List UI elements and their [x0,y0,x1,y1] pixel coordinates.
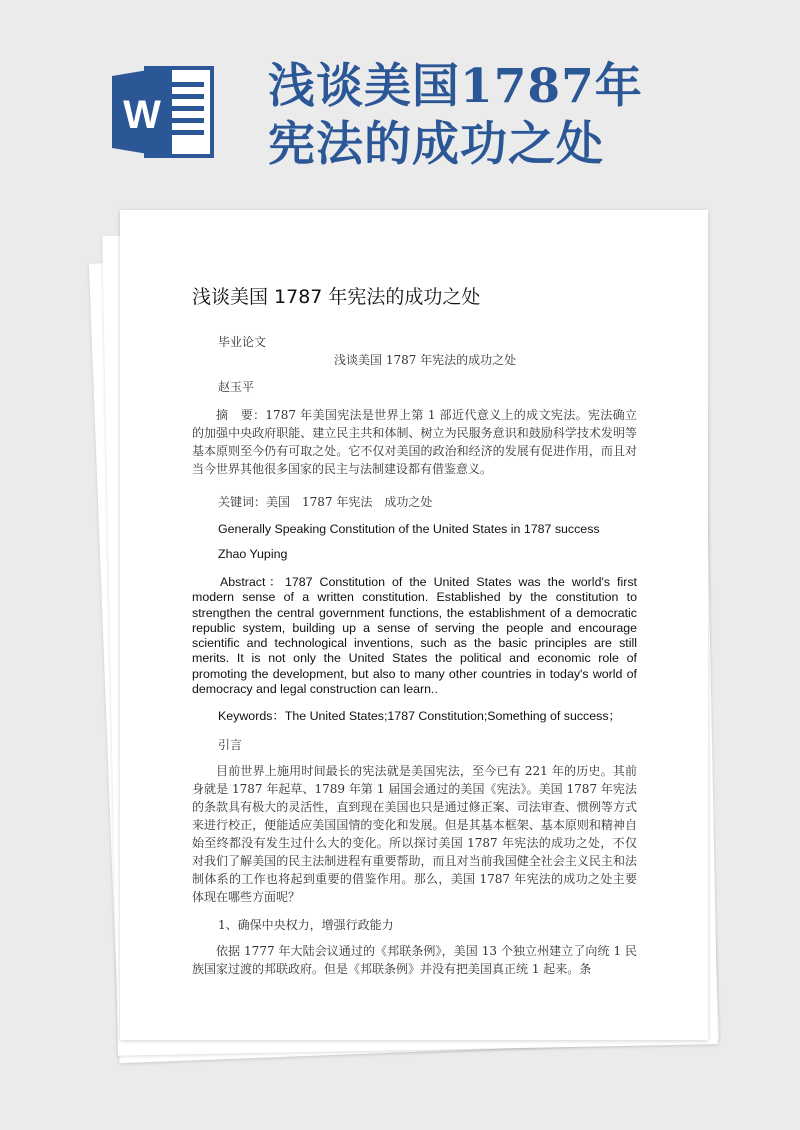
document-author: 赵玉平 [218,380,255,394]
document-category: 毕业论文 [218,335,267,349]
header-title: 浅谈美国1787年宪法的成功之处 [268,59,643,172]
document-page [120,210,708,1040]
keywords-en: Keywords：The United States;1787 Constitution;Something of success； [218,709,621,723]
author-en: Zhao Yuping [218,547,288,561]
intro-body: 目前世界上施用时间最长的宪法就是美国宪法，至今已有 221 年的历史。其前身就是 1787 年起草、1789 年第 1 届国会通过的美国《宪法》。美国 1787 年宪法的条款具有极大的灵活性，直到现在美国也只是通过修正案、司法审查、惯例等方式来进行校正，便能适应美国国情的变化和发展。但是其基本框架、基本原则和精神自始至终都没有发生过什么大的变化。所以探讨美国 1787 年宪法的成功之处，不仅对我们了解美国的民主法制进程有重要帮助，而且对当前我国健全社会主义民主和法制体系的工作也将起到重要的借鉴作用。那么，美国 1787 年宪法的成功之处主要体现在哪些方面呢？ [192,764,637,904]
title-en: Generally Speaking Constitution of the United States in 1787 success [218,522,600,536]
word-icon [112,64,216,160]
abstract-en: Abstract：1787 Constitution of the United States was the world's first modern sense of a written constitution. Established by the constitution to strengthen the central government functions, the establishment of a democratic republic system, building up a sense of serving the people and encourage scientific and technological inventions, such as the basic principles are still merits. It is not only the United States the political and economic role of promoting the development, but also to many other countries in today's world of democracy and legal construction can learn.. [192,575,637,697]
abstract-cn: 摘 要：1787 年美国宪法是世界上第 1 部近代意义上的成文宪法。宪法确立的加强中央政府职能、建立民主共和体制、树立为民服务意识和鼓励科学技术发明等基本原则至今仍有可取之处。它不仅对美国的政治和经济的发展有促进作用，而且对当今世界其他很多国家的民主与法制建设都有借鉴意义。 [192,408,637,476]
intro-heading: 引言 [218,738,243,752]
page-header [0,0,800,200]
section1-heading: 1、确保中央权力，增强行政能力 [218,918,394,932]
document-content [120,210,708,1040]
section1-body: 依据 1777 年大陆会议通过的《邦联条例》，美国 13 个独立州建立了向统 1 民族国家过渡的邦联政府。但是《邦联条例》并没有把美国真正统 1 起来。条 [192,944,637,976]
document-subtitle: 浅谈美国 1787 年宪法的成功之处 [334,353,517,367]
keywords-cn: 关键词：美国 1787 年宪法 成功之处 [218,495,433,509]
svg-text:W: W [123,93,161,137]
document-title: 浅谈美国 1787 年宪法的成功之处 [192,286,481,308]
